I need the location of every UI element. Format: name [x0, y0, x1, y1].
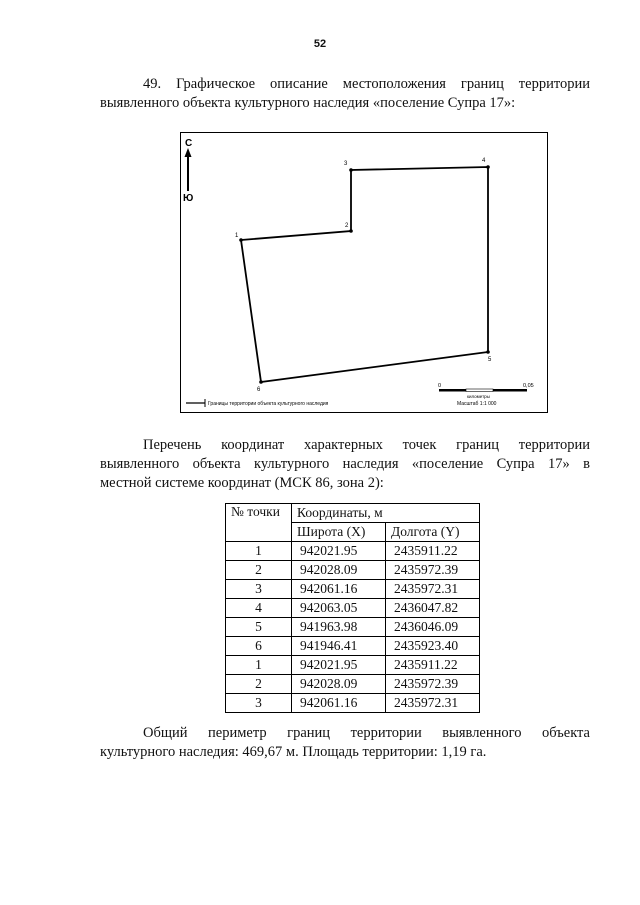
point-marker-4 [486, 165, 490, 169]
list-title-line-1: Перечень координат характерных точек границ территории [143, 437, 590, 453]
point-label-6: 6 [257, 387, 261, 393]
point-label-1: 1 [235, 233, 239, 239]
table-row [226, 561, 480, 580]
table-row [226, 542, 480, 561]
legend-text: Границы территории объекта культурного наследия [208, 401, 329, 407]
scale-bar-white-1 [466, 389, 493, 392]
cell-lon: 2435911.22 [386, 656, 480, 675]
list-title-line-3: местной системе координат (МСК 86, зона 2): [100, 475, 384, 491]
cell-lat: 942028.09 [292, 561, 386, 580]
table-row [226, 675, 480, 694]
north-label: С [185, 138, 193, 149]
scale-unit: километры [467, 394, 490, 399]
heading-line-1: 49. Графическое описание местоположения границ территории [143, 76, 590, 92]
scale-start: 0 [438, 383, 442, 389]
cell-lat: 942021.95 [292, 542, 386, 561]
cell-point: 2 [226, 561, 292, 580]
summary-line-1: Общий периметр границ территории выявленного объекта [143, 725, 590, 741]
summary-line-2: культурного наследия: 469,67 м. Площадь территории: 1,19 га. [100, 744, 487, 760]
col-header-coords: Координаты, м [292, 504, 480, 523]
boundary-map-svg [181, 133, 546, 411]
cell-point: 6 [226, 637, 292, 656]
point-marker-5 [486, 350, 490, 354]
coordinate-list-title [100, 436, 590, 493]
cell-point: 5 [226, 618, 292, 637]
point-label-3: 3 [344, 161, 348, 167]
cell-lon: 2435972.31 [386, 580, 480, 599]
point-label-5: 5 [488, 357, 492, 363]
cell-lat: 941946.41 [292, 637, 386, 656]
cell-lon: 2436046.09 [386, 618, 480, 637]
cell-lon: 2435972.39 [386, 675, 480, 694]
cell-lat: 941963.98 [292, 618, 386, 637]
cell-lat: 942061.16 [292, 694, 386, 713]
boundary-map [180, 132, 548, 413]
scale-ratio: Масштаб 1:1 000 [457, 401, 497, 407]
cell-point: 1 [226, 542, 292, 561]
table-row [226, 694, 480, 713]
perimeter-area-summary [100, 724, 590, 762]
cell-lat: 942028.09 [292, 675, 386, 694]
scale-bar-black [439, 389, 466, 392]
cell-lon: 2436047.82 [386, 599, 480, 618]
cell-lat: 942061.16 [292, 580, 386, 599]
col-header-point: № точки [226, 504, 292, 542]
page-number: 52 [313, 38, 327, 50]
territory-boundary [241, 167, 488, 382]
cell-point: 1 [226, 656, 292, 675]
cell-point: 3 [226, 694, 292, 713]
cell-lon: 2435911.22 [386, 542, 480, 561]
table-header-row [226, 504, 480, 523]
table-row [226, 599, 480, 618]
point-label-4: 4 [482, 158, 486, 164]
north-arrow-head [185, 148, 192, 157]
table-row [226, 618, 480, 637]
cell-point: 2 [226, 675, 292, 694]
table-row [226, 580, 480, 599]
scale-bar-black-2 [493, 389, 527, 392]
section-heading [100, 75, 590, 113]
table-row [226, 656, 480, 675]
col-header-lat: Широта (X) [292, 523, 386, 542]
coordinates-table [225, 503, 480, 713]
cell-lat: 942063.05 [292, 599, 386, 618]
list-title-line-2: выявленного объекта культурного наследия «поселение Супра 17» в [100, 456, 590, 472]
cell-lon: 2435972.39 [386, 561, 480, 580]
cell-lon: 2435972.31 [386, 694, 480, 713]
table-row [226, 637, 480, 656]
point-marker-2 [349, 229, 353, 233]
scale-end: 0,05 [523, 383, 534, 389]
cell-lon: 2435923.40 [386, 637, 480, 656]
col-header-lon: Долгота (Y) [386, 523, 480, 542]
point-marker-6 [259, 380, 263, 384]
south-label: Ю [183, 193, 194, 204]
point-label-2: 2 [345, 223, 349, 229]
cell-point: 4 [226, 599, 292, 618]
cell-lat: 942021.95 [292, 656, 386, 675]
cell-point: 3 [226, 580, 292, 599]
point-marker-1 [239, 238, 243, 242]
heading-line-2: выявленного объекта культурного наследия «поселение Супра 17»: [100, 95, 516, 111]
point-marker-3 [349, 168, 353, 172]
